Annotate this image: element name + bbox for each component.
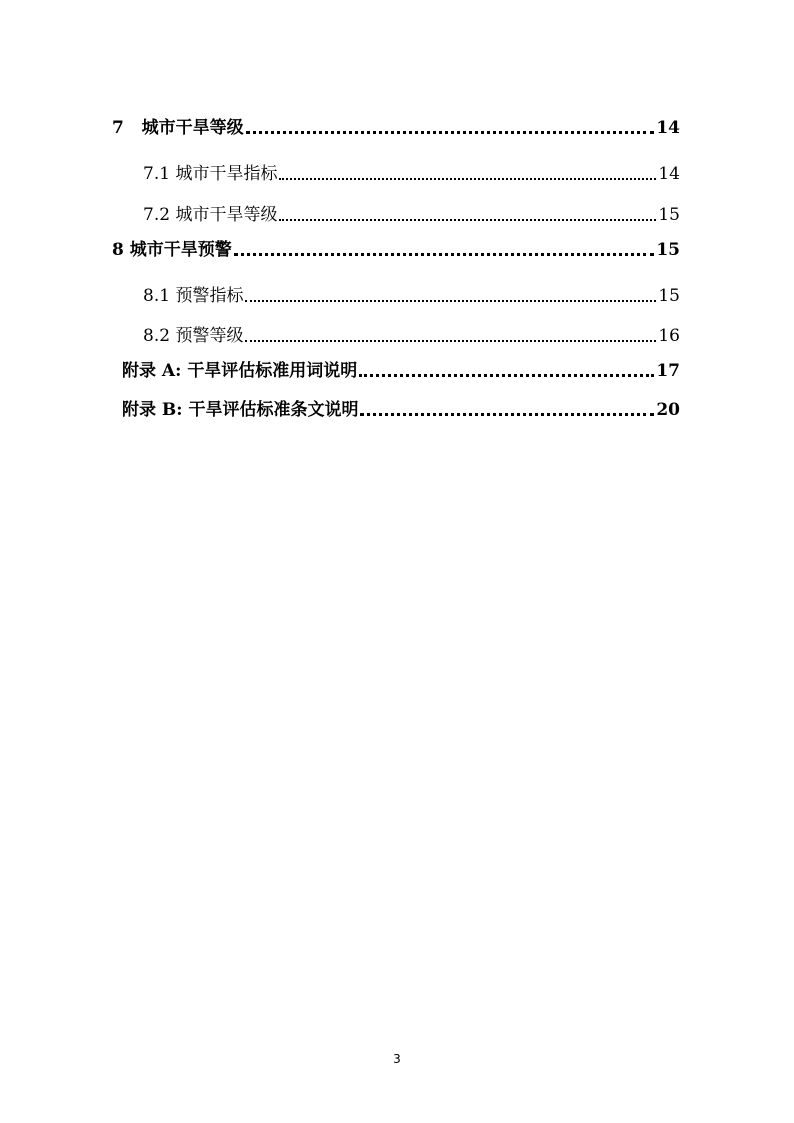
toc-page: 16 (658, 326, 680, 346)
dot-leader (279, 178, 656, 180)
toc-page: 15 (658, 286, 680, 306)
toc-number: 附录 A: (122, 361, 182, 381)
toc-number: 8.1 (143, 286, 171, 306)
dot-leader (245, 300, 656, 302)
toc-entry-7-2[interactable] (143, 203, 680, 227)
toc-page: 20 (656, 400, 680, 420)
dot-leader (246, 131, 655, 134)
toc-entry-7-1[interactable] (143, 162, 680, 186)
toc-page: 14 (656, 118, 680, 138)
toc-page: 14 (658, 164, 680, 184)
dot-leader (360, 413, 654, 416)
toc-page: 15 (658, 205, 680, 225)
toc-title: 城市干旱预警 (129, 240, 232, 260)
toc-title: 城市干旱等级 (141, 118, 244, 138)
toc-entry-8-2[interactable] (143, 324, 680, 348)
toc-title: 城市干旱指标 (175, 164, 278, 184)
toc-entry-appendix-b[interactable] (122, 398, 680, 422)
toc-number: 8 (112, 240, 124, 260)
toc-title: 干旱评估标准条文说明 (188, 400, 359, 420)
toc-title: 干旱评估标准用词说明 (187, 361, 358, 381)
toc-entry-8-1[interactable] (143, 284, 680, 308)
page-number: 3 (393, 1052, 401, 1066)
dot-leader (359, 374, 654, 377)
dot-leader (234, 253, 655, 256)
toc-entry-8[interactable] (112, 238, 680, 262)
dot-leader (245, 340, 656, 342)
toc-title: 城市干旱等级 (175, 205, 278, 225)
toc-page: 17 (656, 361, 680, 381)
dot-leader (279, 219, 656, 221)
toc-number: 7.1 (143, 164, 171, 184)
toc-title: 预警指标 (175, 286, 244, 306)
toc-title: 预警等级 (175, 326, 244, 346)
toc-number: 7.2 (143, 205, 171, 225)
toc-gap (124, 116, 142, 140)
toc-entry-appendix-a[interactable] (122, 359, 680, 383)
toc-number: 7 (112, 118, 124, 138)
toc-number: 8.2 (143, 326, 171, 346)
toc-entry-7[interactable] (112, 116, 680, 140)
toc-page: 15 (656, 240, 680, 260)
toc-number: 附录 B: (122, 400, 183, 420)
